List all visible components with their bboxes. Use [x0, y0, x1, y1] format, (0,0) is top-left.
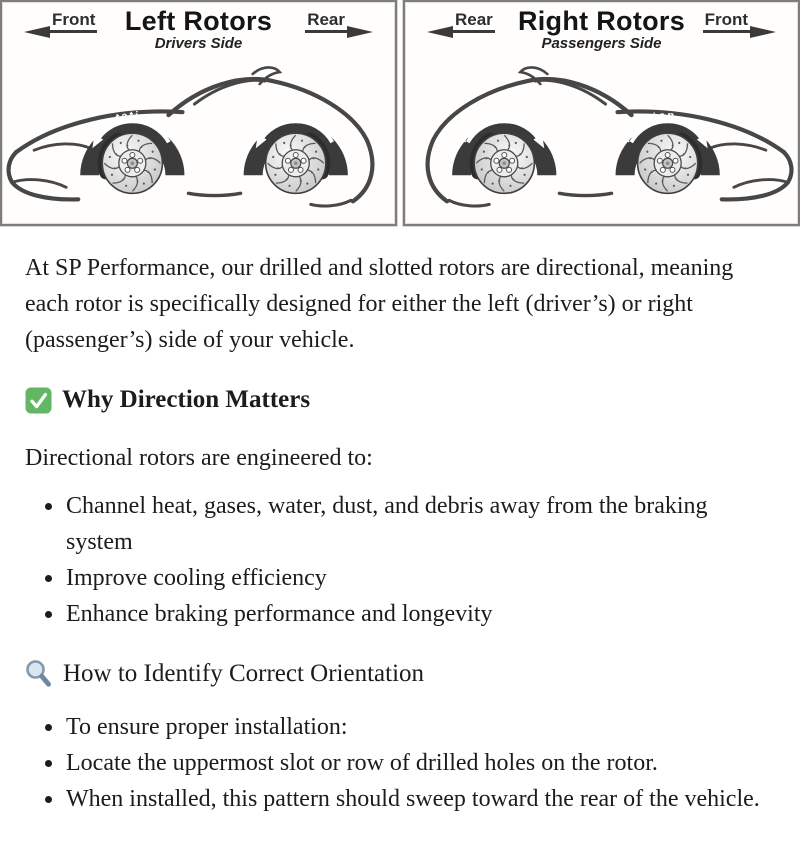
- rotation-label: Rotation: [260, 110, 322, 134]
- left-panel-header: [2, 2, 395, 60]
- front-rotor-left-side: [80, 121, 184, 193]
- rear-direction-indicator: [427, 11, 495, 33]
- list-item: • Enhance braking performance and longevity: [65, 596, 775, 632]
- list-item: • Channel heat, gases, water, dust, and debris away from the braking system: [65, 488, 775, 560]
- rear-rotor-left-side: [244, 121, 348, 193]
- rotor-direction-figure: [0, 0, 800, 226]
- magnifying-glass-icon: [25, 659, 53, 689]
- section-title: How to Identify Correct Orientation: [63, 659, 425, 687]
- section-title: Why Direction Matters: [62, 386, 311, 414]
- article-body: [0, 226, 800, 843]
- identify-bullet-list: [25, 709, 775, 817]
- rotation-label: Rotation: [620, 110, 676, 145]
- rear-direction-indicator: [305, 11, 373, 33]
- intro-paragraph: At SP Performance, our drilled and slotted rotors are directional, meaning each rotor is specifically designed for either the left (driver’s) or right (passenger’s) side of your vehicle.: [25, 255, 734, 354]
- section-why-direction-matters: [25, 384, 775, 417]
- list-item: • To ensure proper installation:: [65, 709, 775, 745]
- list-item: • Improve cooling efficiency: [65, 560, 775, 596]
- front-direction-indicator: [703, 11, 776, 33]
- left-arrow-icon: [24, 24, 50, 40]
- why-bullet-list: [25, 488, 775, 632]
- front-direction-indicator: [24, 11, 97, 33]
- left-arrow-icon: [427, 24, 453, 40]
- right-arrow-icon: [750, 24, 776, 40]
- car-illustration-left: [2, 60, 395, 224]
- check-mark-icon: [25, 387, 52, 414]
- right-arrow-icon: [347, 24, 373, 40]
- left-rotors-panel: [0, 0, 397, 226]
- list-item: • When installed, this pattern should sweep toward the rear of the vehicle.: [65, 781, 775, 817]
- right-rotors-panel: [403, 0, 800, 226]
- rotation-label: Rotation: [457, 110, 513, 145]
- panel-subtitle: Drivers Side: [154, 34, 243, 52]
- why-lead-text: Directional rotors are engineered to:: [25, 444, 373, 471]
- car-illustration-right: [405, 60, 798, 224]
- rotation-label: Rotation: [96, 110, 158, 134]
- right-panel-header: [405, 2, 798, 60]
- section-identify-orientation: [25, 658, 775, 691]
- panel-title: Right Rotors: [517, 6, 686, 36]
- direction-label: Rear: [305, 11, 347, 33]
- direction-label: Front: [50, 11, 97, 33]
- direction-label: Rear: [453, 11, 495, 33]
- direction-label: Front: [703, 11, 750, 33]
- list-item: • Locate the uppermost slot or row of drilled holes on the rotor.: [65, 745, 775, 781]
- panel-title: Left Rotors: [124, 6, 273, 36]
- panel-subtitle: Passengers Side: [541, 34, 662, 52]
